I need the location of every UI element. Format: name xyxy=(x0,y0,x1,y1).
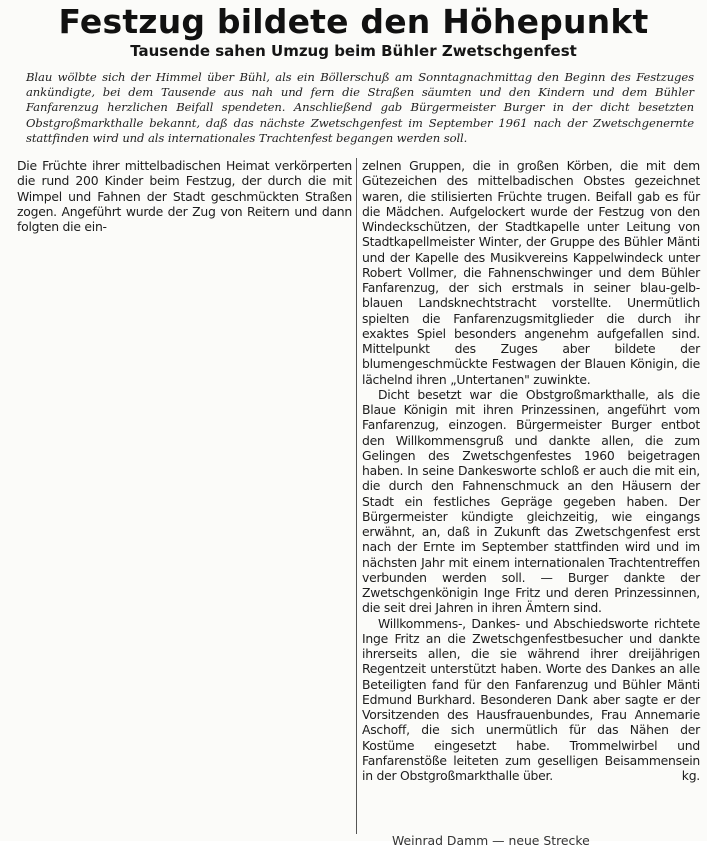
body-paragraph-1: Die Früchte ihrer mittelbadischen Heimat verkörperten die rund 200 Kinder beim Festzug, der durch die mit Wimpel und Fahnen der Stadt geschmückten Straßen zogen. Angeführt wurde der Zug von Reitern und dann folgten die ein- xyxy=(17,158,352,234)
author-signature: kg. xyxy=(681,768,700,783)
column-left xyxy=(17,158,352,234)
column-right xyxy=(362,158,700,783)
body-paragraph-1-continued: zelnen Gruppen, die in großen Körben, die mit dem Gütezeichen des mittelbadischen Obstes gezeichnet waren, die stilisierten Früchte trugen. Beifall gab es für die Mädchen. Aufgelockert wurde der Festzug von den Windeckschützen, der Stadtkapelle unter Leitung von Stadtkapellmeister Winter, der Gruppe des Bühler Mänti und der Kapelle des Musikvereins Kappelwindeck unter Robert Vollmer, die Fahnenschwinger und dem Bühler Fanfarenzug, der sich erstmals in seiner blau-gelb-blauen Landsknechtstracht vorstellte. Unermütlich spielten die Fanfarenzugsmitglieder die durch ihr exaktes Spiel besonders angenehm aufgefallen sind. Mittelpunkt des Zuges aber bildete der blumengeschmückte Festwagen der Blauen Königin, die lächelnd ihren „Untertanen" zuwinkte. xyxy=(362,158,700,387)
body-paragraph-2: Dicht besetzt war die Obstgroßmarkthalle, als die Blaue Königin mit ihren Prinzessinen, angeführt vom Fanfarenzug, einzogen. Bürgermeister Burger entbot den Willkommensgruß und dankte allen, die zum Gelingen des Zwetschgenfestes 1960 beigetragen haben. In seine Dankesworte schloß er auch die mit ein, die durch den Fahnenschmuck an den Häusern der Stadt ein festliches Gepräge gegeben haben. Der Bürgermeister kündigte gleichzeitig, wie eingangs erwähnt, an, daß in Zukunft das Zwetschgenfest erst nach der Ernte im September stattfinden wird und im nächsten Jahr mit einem internationalen Trachtentreffen verbunden werden soll. — Burger dankte der Zwetschgenkönigin Inge Fritz und deren Prinzessinnen, die seit drei Jahren in ihren Ämtern sind. xyxy=(362,386,700,616)
column-divider xyxy=(356,158,357,834)
headline: Festzug bildete den Höhepunkt xyxy=(58,2,649,41)
body-paragraph-3-text: Willkommens-, Dankes- und Abschiedsworte richtete Inge Fritz an die Zwetschgenfestbesucher und dankte ihrerseits allen, die sie während ihrer dreijährigen Regentzeit unterstützt haben. Worte des Dankes an alle Beteiligten fand für den Fanfarenzug und Bühler Mänti Edmund Burkhard. Besonderen Dank aber sagte er der Vorsitzenden des Hausfrauenbundes, Frau Annemarie Aschoff, die sich unermütlich für das Nähen der Kostüme eingesetzt habe. Trommelwirbel und Fanfarenstöße leiteten zum geselligen Beisammensein in der Obstgroßmarkthalle über. xyxy=(362,615,700,783)
subheadline: Tausende sahen Umzug beim Bühler Zwetschgenfest xyxy=(130,42,577,60)
next-article-cutoff xyxy=(392,833,652,848)
body-paragraph-3 xyxy=(362,616,700,784)
next-article-headline-fragment: Weinrad Damm — neue Strecke xyxy=(392,833,590,848)
lead-paragraph: Blau wölbte sich der Himmel über Bühl, als ein Böllerschuß am Sonntagnachmittag den Beginn des Festzuges ankündigte, bei dem Tausende aus nah und fern die Straßen säumten und den Kindern und dem Bühler Fanfarenzug herzlichen Beifall spendeten. Anschließend gab Bürgermeister Burger in der dicht besetzten Obstgroßmarkthalle bekannt, daß das nächste Zwetschgenfest im September 1961 nach der Zwetschgenernte stattfinden wird und als internationales Trachtenfest begangen werden soll. xyxy=(26,70,694,145)
